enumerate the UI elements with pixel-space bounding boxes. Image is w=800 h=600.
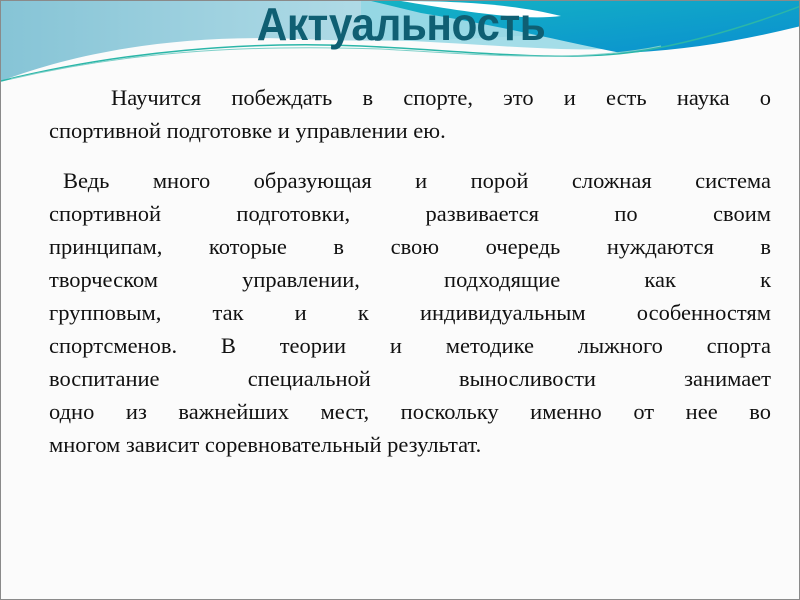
text-line: воспитание специальной выносливости занимает — [49, 366, 771, 391]
text-line: многом зависит соревновательный результат. — [49, 432, 482, 457]
paragraph-main — [49, 164, 771, 461]
text-line: групповым, так и к индивидуальным особенностям — [49, 300, 771, 325]
text-line: спортсменов. В теории и методике лыжного спорта — [49, 333, 771, 358]
text-line: спортивной подготовке и управлении ею. — [49, 118, 446, 143]
paragraph-intro — [49, 81, 771, 147]
slide-title: Актуальность — [256, 0, 546, 50]
text-line: Ведь много образующая и порой сложная система — [63, 168, 771, 193]
text-line: принципам, которые в свою очередь нуждаются в — [49, 234, 771, 259]
text-line: спортивной подготовки, развивается по своим — [49, 201, 771, 226]
text-line: Научится побеждать в спорте, это и есть наука о — [111, 85, 771, 110]
text-line: одно из важнейших мест, поскольку именно от нее во — [49, 399, 771, 424]
slide-body — [49, 81, 771, 461]
text-line: творческом управлении, подходящие как к — [49, 267, 771, 292]
